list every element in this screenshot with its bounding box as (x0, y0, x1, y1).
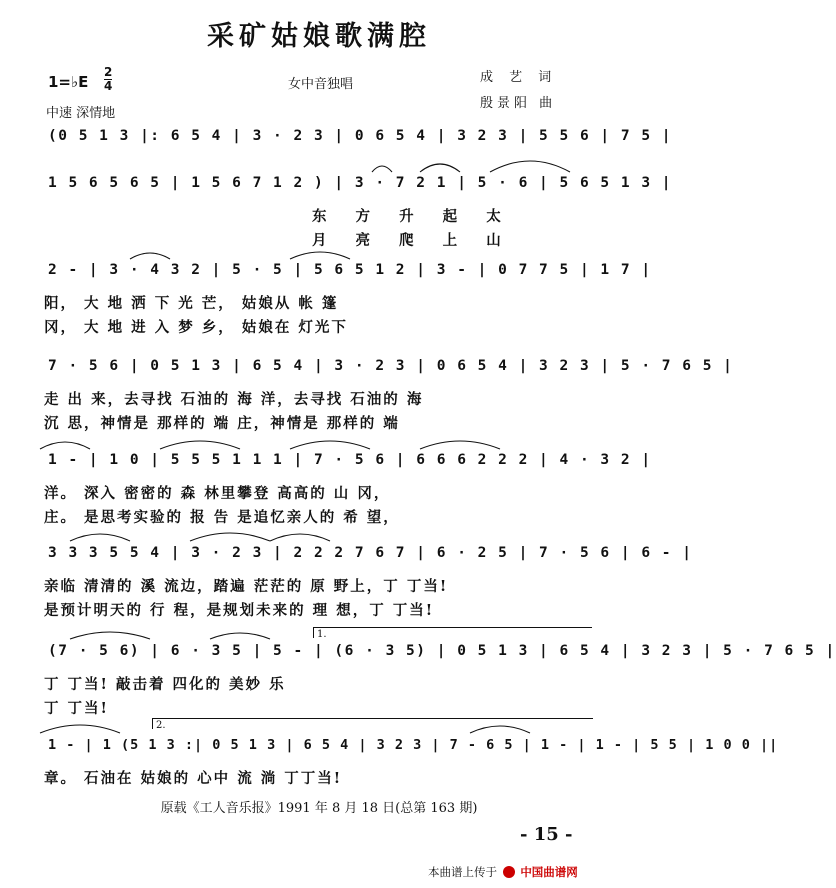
lyric-line-1: 洋。 深入 密密的 森 林里攀登 高高的 山 冈， (44, 485, 391, 502)
notation-line: (0 5 1 3 |: 6 5 4 | 3 · 2 3 | 0 6 5 4 | 3 2 3 | 5 5 6 | 7 5 | (48, 128, 673, 144)
lyric-line-2: 沉 思，神情是 那样的 端 庄，神情是 那样的 端 (44, 415, 400, 432)
footer-brand[interactable]: 中国曲谱网 (520, 865, 578, 879)
slur (160, 441, 240, 449)
slur (40, 442, 90, 449)
site-logo-icon (503, 866, 515, 878)
upload-footer (428, 864, 578, 880)
time-denominator: 4 (104, 79, 113, 93)
slur (290, 441, 370, 449)
second-ending-number: 2. (156, 720, 166, 731)
composer-credit: 殷景阳 曲 (480, 96, 557, 111)
lyric-line-1: 丁 丁当! 敲击着 四化的 美妙 乐 (44, 676, 286, 693)
song-title: 采矿姑娘歌满腔 (207, 21, 431, 52)
lyric-line-2: 冈， 大 地 进 入 梦 乡， 姑娘在 灯光下 (44, 319, 348, 336)
lyric-line-1: 走 出 来，去寻找 石油的 海 洋，去寻找 石油的 海 (44, 391, 424, 408)
lyric-line-2: 是预计明天的 行 程，是规划未来的 理 想，丁 丁当! (44, 602, 435, 619)
slur (290, 252, 350, 259)
slur (130, 253, 170, 259)
source-citation: 原载《工人音乐报》1991 年 8 月 18 日(总第 163 期) (160, 801, 478, 816)
notation-line: 7 · 5 6 | 0 5 1 3 | 6 5 4 | 3 · 2 3 | 0 6 5 4 | 3 2 3 | 5 · 7 6 5 | (48, 358, 734, 374)
notation-line: 2 - | 3 · 4 3 2 | 5 · 5 | 5 6 5 1 2 | 3 - | 0 7 7 5 | 1 7 | (48, 262, 652, 278)
notation-line: 1 - | 1 (5 1 3 :| 0 5 1 3 | 6 5 4 | 3 2 3 | 7 - 6 5 | 1 - | 1 - | 5 5 | 1 0 0 || (48, 737, 779, 753)
slur (372, 166, 392, 172)
slur (420, 441, 500, 449)
slur (490, 161, 570, 172)
lyric-line-1: 东 方 升 起 太 (312, 208, 513, 225)
notation-line: 3 3 3 5 5 4 | 3 · 2 3 | 2 2 2 7 6 7 | 6 · 2 5 | 7 · 5 6 | 6 - | (48, 545, 693, 561)
notation-line: 1 5 6 5 6 5 | 1 5 6 7 1 2 ) | 3 · 7 2 1 | 5 · 6 | 5 6 5 1 3 | (48, 175, 673, 191)
lyric-line-1: 亲临 清清的 溪 流边，踏遍 茫茫的 原 野上，丁 丁当! (44, 578, 449, 595)
lyricist-credit: 成 艺 词 (480, 70, 558, 85)
page-number: - 15 - (520, 824, 573, 845)
lyric-line-2: 庄。 是思考实验的 报 告 是追忆亲人的 希 望， (44, 509, 400, 526)
tempo-marking: 中速 深情地 (46, 106, 116, 121)
notation-line: (7 · 5 6) | 6 · 3 5 | 5 - | (6 · 3 5) | 0 5 1 3 | 6 5 4 | 3 2 3 | 5 · 7 6 5 | (48, 643, 836, 659)
slur (210, 633, 270, 639)
key-signature: 1=♭E (48, 73, 89, 91)
lyric-line-2: 丁 丁当! (44, 700, 109, 717)
slur (270, 534, 330, 541)
performance-genre: 女中音独唱 (288, 77, 354, 92)
slur (70, 534, 130, 541)
slur (420, 164, 460, 172)
slur (40, 725, 120, 733)
first-ending-number: 1. (317, 629, 327, 640)
slur (470, 726, 530, 733)
footer-text: 本曲谱上传于 (428, 865, 497, 879)
notation-line: 1 - | 1 0 | 5 5 5 1 1 1 | 7 · 5 6 | 6 6 6 2 2 2 | 4 · 3 2 | (48, 452, 652, 468)
lyric-line-1: 章。 石油在 姑娘的 心中 流 淌 丁丁当! (44, 770, 343, 787)
slur (190, 533, 270, 541)
lyric-line-1: 阳， 大 地 洒 下 光 芒， 姑娘从 帐 篷 (44, 295, 339, 312)
time-numerator: 2 (104, 65, 113, 79)
lyric-line-2: 月 亮 爬 上 山 (312, 232, 513, 249)
slur (70, 632, 150, 639)
